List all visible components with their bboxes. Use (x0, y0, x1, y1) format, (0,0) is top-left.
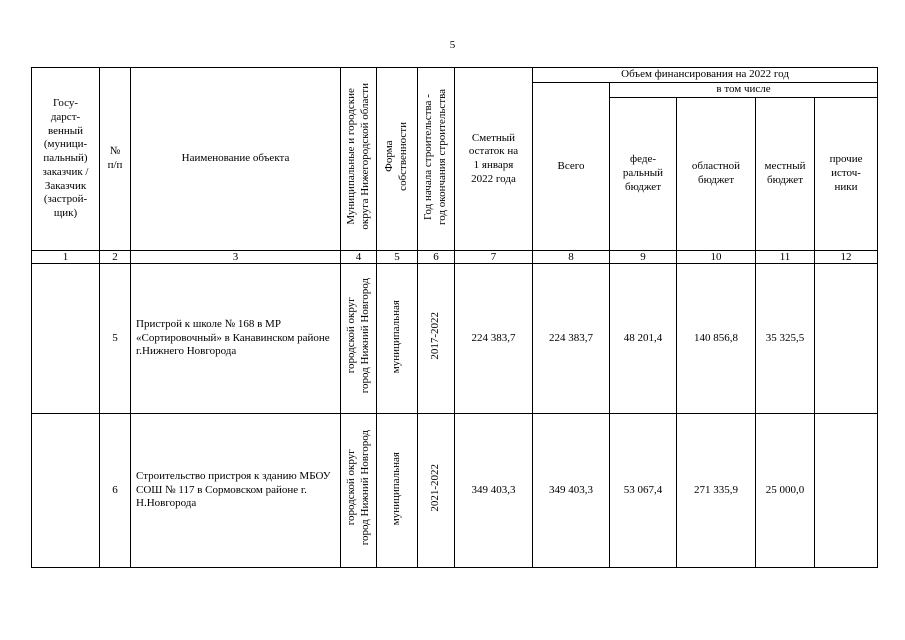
cell-estimated-balance: 349 403,3 (455, 414, 533, 568)
header-estimated-balance-text: Сметный остаток на 1 января 2022 года (468, 131, 519, 185)
column-number: 2 (100, 251, 131, 264)
cell-municipality-text: городской округ город Нижний Новгород (344, 430, 371, 546)
header-ownership-text: Форма собственности (383, 122, 409, 192)
column-number: 3 (131, 251, 341, 264)
column-number: 12 (815, 251, 878, 264)
cell-num: 6 (100, 414, 131, 568)
cell-federal: 48 201,4 (610, 264, 677, 414)
financing-table (31, 67, 878, 568)
page-number: 5 (449, 39, 456, 51)
cell-regional: 140 856,8 (677, 264, 756, 414)
header-federal (610, 98, 677, 251)
header-years-text: Год начала строительства - год окончания строительства (422, 88, 448, 225)
cell-total: 349 403,3 (533, 414, 610, 568)
cell-municipality-text: городской округ город Нижний Новгород (344, 278, 371, 394)
header-regional-text: областной бюджет (691, 160, 741, 186)
cell-years-text: 2021-2022 (429, 464, 442, 512)
header-num (100, 68, 131, 251)
header-object-name-text: Наименование объекта (181, 152, 290, 165)
header-total: Всего (533, 83, 610, 251)
column-number: 10 (677, 251, 756, 264)
cell-ownership (377, 414, 418, 568)
header-municipality-text: Муниципальные и городские округа Нижегородской области (344, 83, 371, 230)
cell-years (418, 264, 455, 414)
column-numbers-row (32, 251, 878, 264)
cell-years-text: 2017-2022 (429, 312, 442, 360)
cell-local: 25 000,0 (756, 414, 815, 568)
column-number: 6 (418, 251, 455, 264)
header-years (418, 68, 455, 251)
header-customer-text: Госу- дарст- венный (муници- пальный) заказчик / Заказчик (застрой- щик) (42, 97, 89, 220)
column-number: 5 (377, 251, 418, 264)
cell-ownership (377, 264, 418, 414)
cell-ownership-text: муниципальная (390, 299, 403, 373)
cell-ownership-text: муниципальная (390, 451, 403, 525)
table-row (32, 414, 878, 568)
header-num-text: № п/п (107, 145, 123, 171)
cell-total: 224 383,7 (533, 264, 610, 414)
cell-other (815, 414, 878, 568)
cell-other (815, 264, 878, 414)
cell-municipality (341, 414, 377, 568)
header-local-text: местный бюджет (764, 160, 806, 186)
header-municipality (341, 68, 377, 251)
table-row (32, 264, 878, 414)
header-row-group (32, 68, 878, 83)
cell-estimated-balance: 224 383,7 (455, 264, 533, 414)
header-object-name (131, 68, 341, 251)
header-regional (677, 98, 756, 251)
column-number: 8 (533, 251, 610, 264)
header-other (815, 98, 878, 251)
column-number: 7 (455, 251, 533, 264)
header-local (756, 98, 815, 251)
cell-regional: 271 335,9 (677, 414, 756, 568)
header-estimated-balance (455, 68, 533, 251)
cell-federal: 53 067,4 (610, 414, 677, 568)
cell-municipality (341, 264, 377, 414)
header-customer (32, 68, 100, 251)
header-funding-group: Объем финансирования на 2022 год (533, 68, 878, 83)
column-number: 1 (32, 251, 100, 264)
header-including: в том числе (610, 83, 878, 98)
cell-object-name: Пристрой к школе № 168 в МР «Сортировочный» в Канавинском районе г.Нижнего Новгорода (131, 264, 341, 414)
cell-customer (32, 414, 100, 568)
cell-customer (32, 264, 100, 414)
cell-num: 5 (100, 264, 131, 414)
column-number: 4 (341, 251, 377, 264)
cell-years (418, 414, 455, 568)
column-number: 11 (756, 251, 815, 264)
header-federal-text: феде- ральный бюджет (622, 153, 664, 193)
cell-local: 35 325,5 (756, 264, 815, 414)
column-number: 9 (610, 251, 677, 264)
header-ownership (377, 68, 418, 251)
header-other-text: прочие источ- ники (829, 153, 863, 193)
cell-object-name: Строительство пристроя к зданию МБОУ СОШ № 117 в Сормовском районе г. Н.Новгорода (131, 414, 341, 568)
